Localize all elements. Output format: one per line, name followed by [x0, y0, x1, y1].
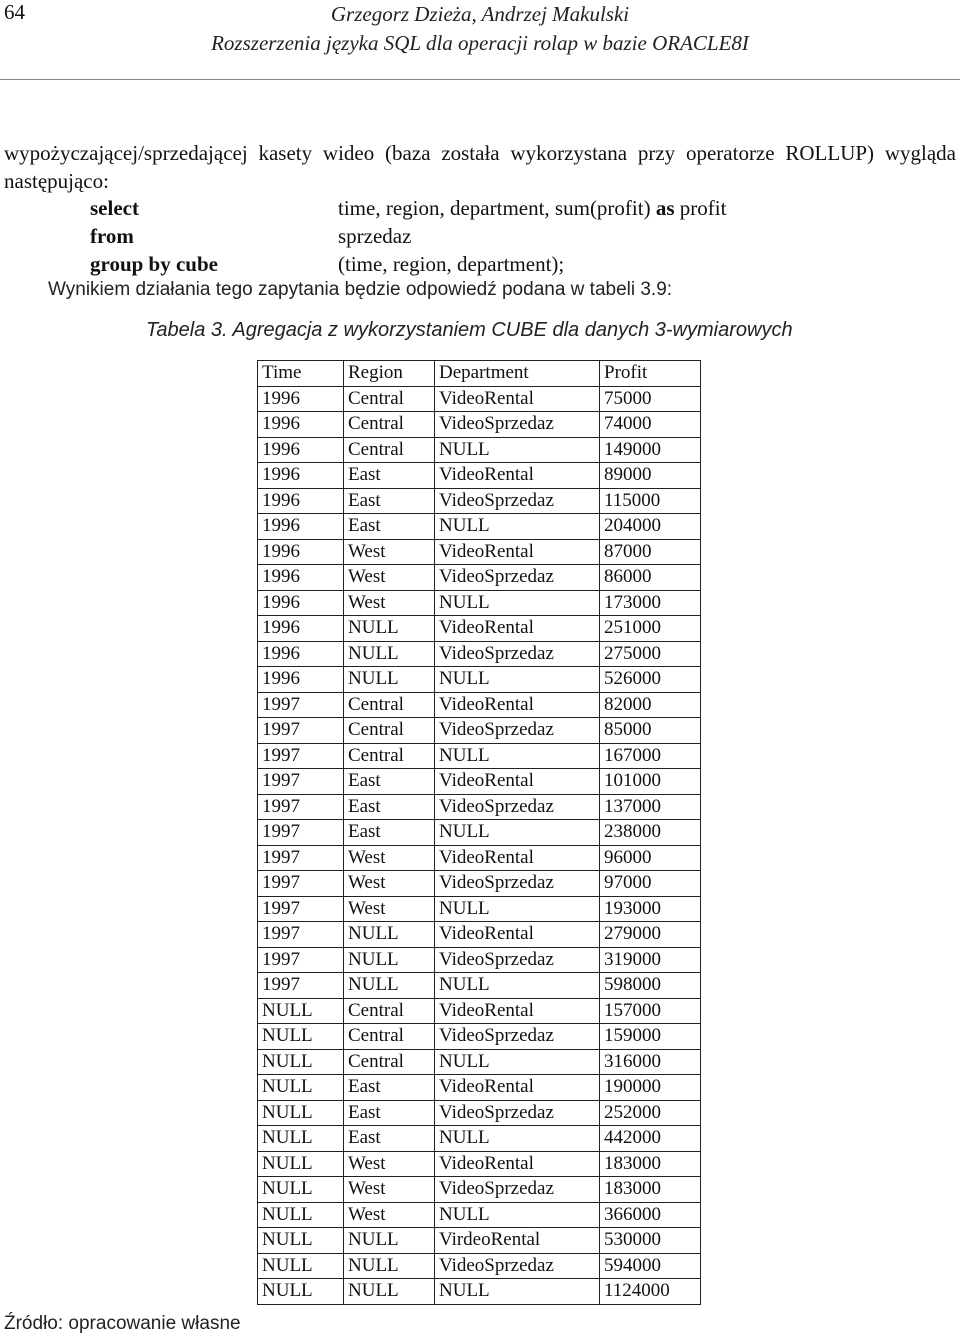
table-row [258, 1177, 701, 1203]
cell-department: NULL [435, 437, 600, 463]
cell-time: 1997 [258, 896, 344, 922]
table-row [258, 463, 701, 489]
cell-department: VideoSprzedaz [435, 412, 600, 438]
cell-time: NULL [258, 1228, 344, 1254]
table-row [258, 616, 701, 642]
cell-region: West [344, 565, 435, 591]
cell-department: VideoSprzedaz [435, 565, 600, 591]
cell-time: NULL [258, 1279, 344, 1305]
page-number: 64 [4, 0, 25, 24]
cell-region: East [344, 820, 435, 846]
cell-time: 1996 [258, 514, 344, 540]
sql-keyword-from: from [90, 224, 134, 248]
cell-profit: 183000 [600, 1151, 701, 1177]
cell-profit: 366000 [600, 1202, 701, 1228]
table-row [258, 514, 701, 540]
cell-department: VideoSprzedaz [435, 1100, 600, 1126]
cell-region: Central [344, 692, 435, 718]
cell-profit: 530000 [600, 1228, 701, 1254]
sql-keyword-as: as [655, 196, 675, 220]
cell-profit: 526000 [600, 667, 701, 693]
cell-profit: 193000 [600, 896, 701, 922]
cell-time: 1996 [258, 463, 344, 489]
cell-department: NULL [435, 1126, 600, 1152]
table-caption: Tabela 3. Agregacja z wykorzystaniem CUBE dla danych 3-wymiarowych [146, 319, 793, 341]
cell-region: East [344, 463, 435, 489]
cell-profit: 190000 [600, 1075, 701, 1101]
table-row [258, 1049, 701, 1075]
table-row [258, 820, 701, 846]
cell-time: 1997 [258, 769, 344, 795]
running-header [0, 0, 960, 58]
cell-profit: 96000 [600, 845, 701, 871]
cell-department: NULL [435, 667, 600, 693]
cell-department: VideoRental [435, 998, 600, 1024]
table-row [258, 1279, 701, 1305]
cell-time: 1996 [258, 412, 344, 438]
cell-time: NULL [258, 1253, 344, 1279]
sql-groupby-line [0, 250, 960, 278]
cell-time: 1997 [258, 947, 344, 973]
cell-time: NULL [258, 1049, 344, 1075]
cell-profit: 594000 [600, 1253, 701, 1279]
table-row [258, 1024, 701, 1050]
cell-profit: 319000 [600, 947, 701, 973]
cell-profit: 97000 [600, 871, 701, 897]
cell-region: West [344, 896, 435, 922]
cell-department: VideoRental [435, 769, 600, 795]
cell-region: Central [344, 743, 435, 769]
cell-time: NULL [258, 998, 344, 1024]
cell-region: Central [344, 437, 435, 463]
cell-time: NULL [258, 1100, 344, 1126]
cell-department: VideoRental [435, 1075, 600, 1101]
cell-department: VideoRental [435, 463, 600, 489]
sql-from-args: sprzedaz [338, 224, 412, 248]
cell-region: West [344, 871, 435, 897]
cell-time: NULL [258, 1024, 344, 1050]
cell-department: VideoRental [435, 922, 600, 948]
cell-profit: 82000 [600, 692, 701, 718]
cell-time: 1997 [258, 692, 344, 718]
cell-region: Central [344, 718, 435, 744]
cell-region: East [344, 1075, 435, 1101]
cell-department: NULL [435, 1049, 600, 1075]
cube-results-table [257, 360, 701, 1305]
cell-region: NULL [344, 1228, 435, 1254]
cell-region: NULL [344, 1279, 435, 1305]
cell-profit: 86000 [600, 565, 701, 591]
cell-time: 1997 [258, 871, 344, 897]
table-row [258, 769, 701, 795]
cell-region: NULL [344, 1253, 435, 1279]
cell-department: NULL [435, 590, 600, 616]
cell-department: VideoSprzedaz [435, 1024, 600, 1050]
cell-department: NULL [435, 743, 600, 769]
table-row [258, 539, 701, 565]
cell-department: NULL [435, 896, 600, 922]
table-row [258, 743, 701, 769]
cell-department: VideoSprzedaz [435, 871, 600, 897]
table-row [258, 488, 701, 514]
cell-department: NULL [435, 1202, 600, 1228]
header-authors: Grzegorz Dzieża, Andrzej Makulski [330, 2, 630, 26]
table-row [258, 412, 701, 438]
cell-profit: 204000 [600, 514, 701, 540]
cell-department: NULL [435, 973, 600, 999]
table-row [258, 1075, 701, 1101]
table-row [258, 1100, 701, 1126]
table-row [258, 794, 701, 820]
body-paragraph: wypożyczającej/sprzedającej kasety wideo (baza została wykorzystana przy operatorze ROLLUP) wygląda następująco: [4, 141, 956, 193]
cell-department: VideoSprzedaz [435, 1177, 600, 1203]
cell-time: 1997 [258, 718, 344, 744]
cell-department: VideoRental [435, 1151, 600, 1177]
cell-time: 1996 [258, 667, 344, 693]
cell-region: West [344, 1177, 435, 1203]
cell-time: 1996 [258, 616, 344, 642]
sql-select-line [0, 194, 960, 222]
cell-profit: 173000 [600, 590, 701, 616]
table-row [258, 1253, 701, 1279]
cell-profit: 442000 [600, 1126, 701, 1152]
cell-time: 1997 [258, 794, 344, 820]
table-header-row [258, 361, 701, 387]
cell-region: Central [344, 386, 435, 412]
cell-region: East [344, 794, 435, 820]
cell-time: 1997 [258, 973, 344, 999]
sql-keyword-select: select [90, 196, 139, 220]
cell-region: West [344, 1151, 435, 1177]
cell-department: VirdeoRental [435, 1228, 600, 1254]
cell-region: Central [344, 1024, 435, 1050]
cell-department: VideoSprzedaz [435, 641, 600, 667]
sql-select-args-a: time, region, department, sum(profit) [338, 196, 656, 220]
cell-region: East [344, 514, 435, 540]
header-profit: Profit [600, 361, 701, 387]
cell-time: 1997 [258, 743, 344, 769]
cell-profit: 75000 [600, 386, 701, 412]
cell-profit: 157000 [600, 998, 701, 1024]
cell-department: VideoRental [435, 539, 600, 565]
cell-profit: 251000 [600, 616, 701, 642]
cell-region: East [344, 1126, 435, 1152]
cell-profit: 115000 [600, 488, 701, 514]
table-row [258, 947, 701, 973]
cell-profit: 183000 [600, 1177, 701, 1203]
table-row [258, 845, 701, 871]
cell-region: NULL [344, 973, 435, 999]
cell-department: VideoSprzedaz [435, 794, 600, 820]
cell-region: NULL [344, 616, 435, 642]
cell-time: NULL [258, 1151, 344, 1177]
table-row [258, 641, 701, 667]
cell-department: VideoSprzedaz [435, 947, 600, 973]
cell-profit: 279000 [600, 922, 701, 948]
cell-profit: 137000 [600, 794, 701, 820]
table-row [258, 922, 701, 948]
cell-region: NULL [344, 922, 435, 948]
sql-from-line [0, 222, 960, 250]
cell-profit: 101000 [600, 769, 701, 795]
cell-profit: 85000 [600, 718, 701, 744]
cell-time: 1997 [258, 845, 344, 871]
cell-region: Central [344, 1049, 435, 1075]
cell-profit: 252000 [600, 1100, 701, 1126]
cell-profit: 74000 [600, 412, 701, 438]
header-region: Region [344, 361, 435, 387]
cell-department: NULL [435, 1279, 600, 1305]
table-row [258, 565, 701, 591]
cell-time: 1997 [258, 820, 344, 846]
sql-select-args-b: profit [674, 196, 727, 220]
cell-region: East [344, 488, 435, 514]
cell-time: 1996 [258, 488, 344, 514]
cell-profit: 1124000 [600, 1279, 701, 1305]
cell-time: 1996 [258, 539, 344, 565]
cell-time: NULL [258, 1177, 344, 1203]
table-row [258, 667, 701, 693]
cell-profit: 159000 [600, 1024, 701, 1050]
table-body [258, 386, 701, 1304]
table-row [258, 1151, 701, 1177]
cell-time: 1996 [258, 386, 344, 412]
table-row [258, 437, 701, 463]
cell-region: West [344, 845, 435, 871]
cell-time: 1996 [258, 590, 344, 616]
cell-department: VideoRental [435, 845, 600, 871]
table-row [258, 718, 701, 744]
cell-time: 1996 [258, 641, 344, 667]
cell-profit: 598000 [600, 973, 701, 999]
cell-department: VideoSprzedaz [435, 488, 600, 514]
cell-profit: 275000 [600, 641, 701, 667]
table-row [258, 1202, 701, 1228]
table-row [258, 590, 701, 616]
cell-region: NULL [344, 947, 435, 973]
table-row [258, 1228, 701, 1254]
cell-region: West [344, 1202, 435, 1228]
cell-region: Central [344, 412, 435, 438]
sql-select-args [338, 194, 726, 222]
table-row [258, 1126, 701, 1152]
cell-department: VideoRental [435, 692, 600, 718]
header-title: Rozszerzenia języka SQL dla operacji rolap w bazie ORACLE8I [211, 31, 749, 55]
cell-time: 1996 [258, 565, 344, 591]
cell-department: VideoSprzedaz [435, 1253, 600, 1279]
table-row [258, 871, 701, 897]
cell-department: NULL [435, 514, 600, 540]
cell-profit: 167000 [600, 743, 701, 769]
cell-department: VideoRental [435, 386, 600, 412]
cell-time: NULL [258, 1075, 344, 1101]
cell-profit: 316000 [600, 1049, 701, 1075]
header-department: Department [435, 361, 600, 387]
cell-time: 1996 [258, 437, 344, 463]
table-row [258, 998, 701, 1024]
header-divider [0, 79, 960, 80]
table-row [258, 896, 701, 922]
cell-profit: 87000 [600, 539, 701, 565]
sql-groupby-args: (time, region, department); [338, 252, 565, 276]
cell-time: NULL [258, 1126, 344, 1152]
cell-department: VideoRental [435, 616, 600, 642]
cell-time: 1997 [258, 922, 344, 948]
cell-region: NULL [344, 641, 435, 667]
cell-region: East [344, 769, 435, 795]
cell-region: NULL [344, 667, 435, 693]
cell-profit: 238000 [600, 820, 701, 846]
cell-region: West [344, 539, 435, 565]
cell-department: VideoSprzedaz [435, 718, 600, 744]
cell-region: West [344, 590, 435, 616]
cell-time: NULL [258, 1202, 344, 1228]
cell-profit: 149000 [600, 437, 701, 463]
table-row [258, 973, 701, 999]
cell-region: Central [344, 998, 435, 1024]
cell-region: East [344, 1100, 435, 1126]
cell-department: NULL [435, 820, 600, 846]
header-time: Time [258, 361, 344, 387]
source-note: Źródło: opracowanie własne [4, 1313, 241, 1334]
result-sentence: Wynikiem działania tego zapytania będzie odpowiedź podana w tabeli 3.9: [48, 279, 673, 300]
table-row [258, 692, 701, 718]
table-row [258, 386, 701, 412]
cell-profit: 89000 [600, 463, 701, 489]
sql-keyword-group-by-cube: group by cube [90, 252, 218, 276]
